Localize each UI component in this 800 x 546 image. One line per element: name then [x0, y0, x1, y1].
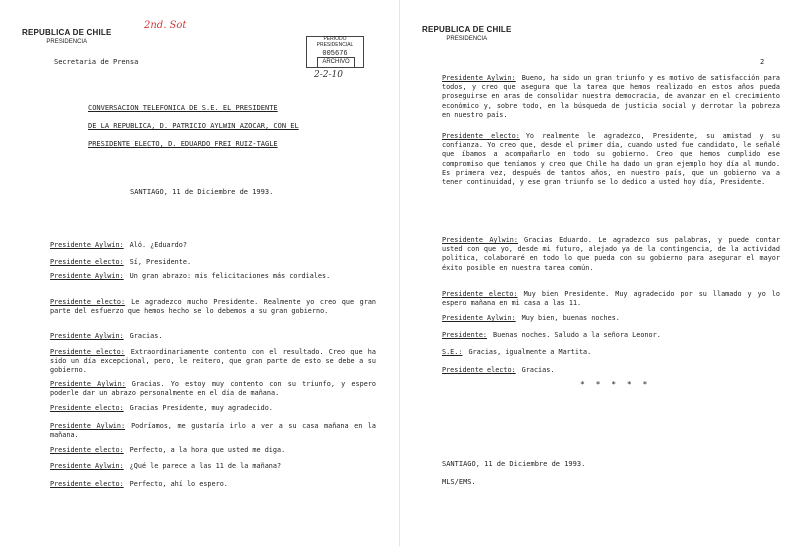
title-line-2: DE LA REPUBLICA, D. PATRICIO AYLWIN AZOCAR, CON EL: [88, 122, 299, 130]
speech-text: Le agradezco mucho Presidente. Realmente yo creo que gran parte del esfuerzo que hemos hecho se lo debemos a su gran gobierno.: [50, 298, 376, 316]
dialogue-entry: [442, 366, 780, 375]
speech-text: Gracias, igualmente a Martita.: [468, 348, 592, 356]
speaker-label: Presidente electo:: [50, 480, 124, 488]
speech-text: Sí, Presidente.: [129, 258, 192, 266]
dialogue-entry: [50, 422, 376, 440]
speaker-label: Presidente electo:: [442, 132, 520, 140]
separator-stars: * * * * *: [580, 380, 651, 389]
handwritten-note: 2nd. Sot: [144, 20, 187, 31]
speech-text: Buenas noches. Saludo a la señora Leonor.: [493, 331, 661, 339]
speech-text: Gracias.: [129, 332, 163, 340]
speech-text: Muy bien, buenas noches.: [521, 314, 620, 322]
letterhead-name: REPUBLICA DE CHILE: [422, 25, 512, 34]
dialogue-entry: [442, 290, 780, 308]
dialogue-entry: [442, 74, 780, 120]
title-line-1: CONVERSACION TELEFONICA DE S.E. EL PRESIDENTE: [88, 104, 278, 112]
speech-text: Aló. ¿Eduardo?: [129, 241, 187, 249]
speaker-label: Presidente Aylwin:: [50, 272, 124, 280]
speech-text: Perfecto, a la hora que usted me diga.: [129, 446, 286, 454]
speech-text: Extraordinariamente contento con el resultado. Creo que ha sido un día excepcional, pero, le reitero, que gran parte de esto se debe a su gobierno.: [50, 348, 376, 375]
dialogue-entry: [50, 380, 376, 398]
speaker-label: Presidente electo:: [50, 404, 124, 412]
dialogue-entry: [50, 272, 376, 281]
speaker-label: Presidente electo:: [442, 366, 516, 374]
speaker-label: Presidente electo:: [50, 258, 124, 266]
dialogue-entry: [50, 298, 376, 316]
speaker-label: Presidente Aylwin:: [50, 332, 124, 340]
letterhead-name: REPUBLICA DE CHILE: [22, 28, 112, 37]
stamp-line2: PRESIDENCIAL: [316, 41, 354, 48]
date-line-1: SANTIAGO, 11 de Diciembre de 1993.: [130, 188, 274, 196]
speaker-label: Presidente Aylwin:: [442, 74, 516, 82]
dialogue-entry: [50, 446, 376, 455]
dialogue-entry: [50, 332, 376, 341]
speaker-label: Presidente Aylwin:: [50, 380, 126, 388]
page-divider: [399, 0, 400, 546]
speaker-label: Presidente electo:: [442, 290, 518, 298]
speech-text: Podríamos, me gustaría irlo a ver a su casa mañana en la mañana.: [50, 422, 376, 440]
speaker-label: Presidente Aylwin:: [50, 241, 124, 249]
speaker-label: Presidente electo:: [50, 446, 124, 454]
stamp-handwriting: 2-2-10: [314, 70, 343, 80]
date-line-2: SANTIAGO, 11 de Diciembre de 1993.: [442, 460, 586, 468]
letterhead-sub: PRESIDENCIA: [46, 39, 88, 45]
speaker-label: Presidente Aylwin:: [442, 314, 516, 322]
speaker-label: Presidente electo:: [50, 348, 125, 356]
speech-text: Un gran abrazo: mis felicitaciones más cordiales.: [129, 272, 331, 280]
speaker-label: Presidente electo:: [50, 298, 126, 306]
letterhead-2: [422, 26, 512, 42]
speech-text: ¿Qué le parece a las 11 de la mañana?: [129, 462, 282, 470]
document-title: [88, 104, 358, 158]
dialogue-entry: [50, 462, 376, 471]
page-number: 2: [760, 58, 765, 66]
stamp-line1: PERIODO: [323, 36, 347, 42]
dialogue-entry: [50, 348, 376, 376]
speech-text: Gracias.: [521, 366, 555, 374]
stamp-number: 005676: [322, 49, 348, 58]
speech-text: Muy bien Presidente. Muy agradecido por su llamado y yo lo espero mañana en mi casa a las 11.: [442, 290, 780, 308]
speaker-label: S.E.:: [442, 348, 463, 356]
speech-text: Gracias Eduardo. Le agradezco sus palabras, y puede contar usted con que yo, desde mi futuro, alejado ya de la contingencia, de la actividad política, colaboraré en todo lo que pueda con su gobierno para asegurar el mayor éxito posible en nuestra tarea común.: [442, 236, 780, 272]
dialogue-entry: [442, 236, 780, 273]
speaker-label: Presidente Aylwin:: [442, 236, 518, 244]
dialogue-entry: [50, 480, 376, 489]
initials: MLS/EMS.: [442, 478, 476, 486]
dialogue-entry: [442, 314, 780, 323]
archive-stamp: [306, 36, 364, 68]
speaker-label: Presidente Aylwin:: [50, 462, 124, 470]
speaker-label: Presidente Aylwin:: [50, 422, 126, 430]
dialogue-entry: [442, 331, 780, 340]
dialogue-entry: [442, 348, 780, 357]
speech-text: Gracias Presidente, muy agradecido.: [129, 404, 273, 412]
speech-text: Yo realmente le agradezco, Presidente, su amistad y su confianza. Yo creo que, desde el primer día, cuando usted fue candidato, le señalé que íbamos a acompañarlo en todo su gobierno. Creo que hemos cumplido ese compromiso que teníamos y creo que Chile ha dado un gran ejemplo hoy día al mundo. Es primera vez, después de tantos años, en nuestro país, que un gobierno va a tener continuidad, y ese gran triunfo se lo dedico a usted hoy día, Presidente.: [442, 132, 780, 187]
dialogue-entry: [442, 132, 780, 187]
dialogue-entry: [50, 241, 376, 250]
title-line-3: PRESIDENTE ELECTO, D. EDUARDO FREI RUIZ-TAGLE: [88, 140, 278, 148]
speech-text: Perfecto, ahí lo espero.: [129, 480, 228, 488]
department-label: Secretaria de Prensa: [54, 58, 139, 66]
letterhead-sub: PRESIDENCIA: [446, 36, 488, 42]
speech-text: Gracias. Yo estoy muy contento con su triunfo, y espero poderle dar un abrazo personalmente en el día de mañana.: [50, 380, 376, 398]
letterhead-1: [22, 29, 112, 45]
dialogue-entry: [50, 258, 376, 267]
stamp-archivo: ARCHIVO: [317, 57, 355, 68]
dialogue-entry: [50, 404, 376, 413]
speech-text: Bueno, ha sido un gran triunfo y es motivo de satisfacción para todos, y creo que asegura que la tarea que hemos realizado en estos años pueda proseguirse en aras de consolidar nuestra democracia, de avanzar en el crecimiento económico y, sobre todo, en la búsqueda de justicia social y derrotar la pobreza en nuestro país.: [442, 74, 780, 119]
speaker-label: Presidente:: [442, 331, 488, 339]
